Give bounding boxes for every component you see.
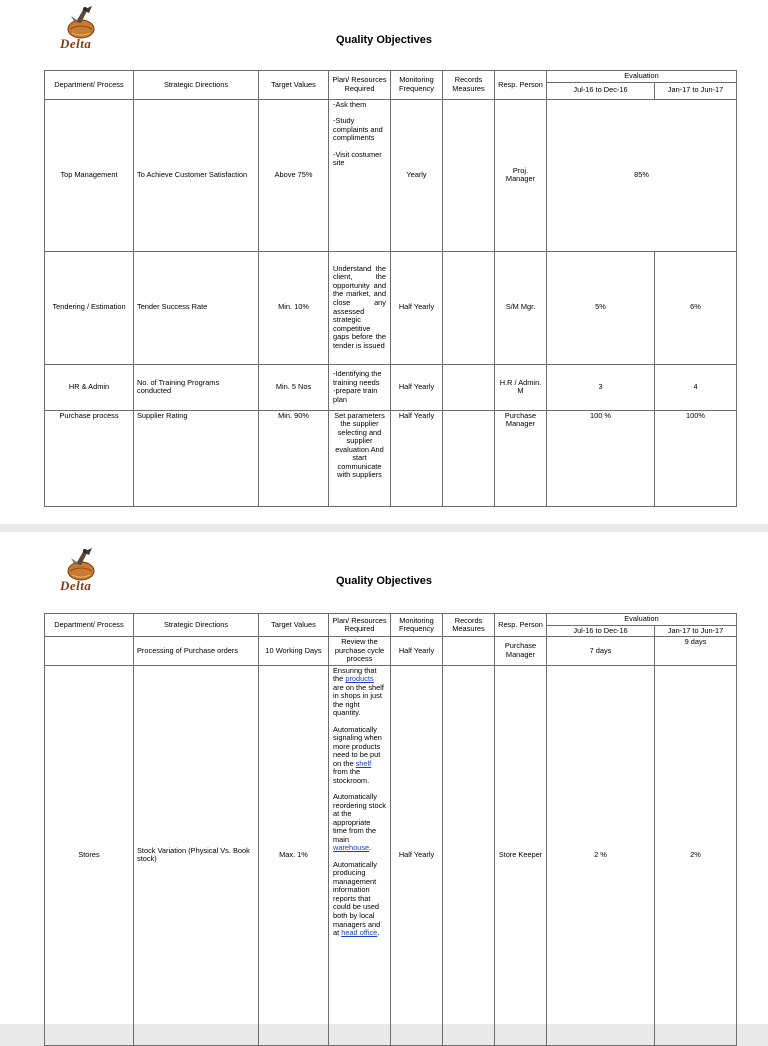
header-period-2: Jan-17 to Jun-17 xyxy=(655,82,737,99)
cell-records xyxy=(443,410,495,506)
table-row xyxy=(45,637,737,666)
header-strategic-directions: Strategic Directions xyxy=(134,614,259,637)
cell-eval-period-1: 7 days xyxy=(547,637,655,666)
header-monitoring-frequency: Monitoring Frequency xyxy=(391,614,443,637)
cell-plan: Set parameters the supplier selecting and supplier evaluation And start communicate with suppliers xyxy=(329,410,391,506)
cell-eval-period-1: 2 % xyxy=(547,665,655,1045)
table-row xyxy=(45,364,737,410)
plan-line: -Ask them xyxy=(333,99,367,109)
header-target-values: Target Values xyxy=(259,71,329,100)
cell-department: Purchase process xyxy=(45,410,134,506)
cell-resp: S/M Mgr. xyxy=(495,251,547,364)
cell-strategic: No. of Training Programs conducted xyxy=(134,364,259,410)
plan-line: -prepare train plan xyxy=(333,386,378,404)
cell-plan xyxy=(329,364,391,410)
cell-target: Above 75% xyxy=(259,99,329,251)
logo-text: Delta xyxy=(60,36,92,51)
header-plan-resources: Plan/ Resources Required xyxy=(329,71,391,100)
header-evaluation: Evaluation xyxy=(547,71,737,83)
plan-text: Automatically reordering stock at the appropriate time from the main xyxy=(333,792,386,844)
cell-target: 10 Working Days xyxy=(259,637,329,666)
cell-strategic: Tender Success Rate xyxy=(134,251,259,364)
plan-paragraph xyxy=(333,726,386,786)
cell-records xyxy=(443,665,495,1045)
cell-department: Tendering / Estimation xyxy=(45,251,134,364)
cell-resp: Proj. Manager xyxy=(495,99,547,251)
header-department: Department/ Process xyxy=(45,614,134,637)
cell-plan xyxy=(329,99,391,251)
cell-resp: Purchase Manager xyxy=(495,410,547,506)
header-period-1: Jul-16 to Dec-16 xyxy=(547,82,655,99)
header-target-values: Target Values xyxy=(259,614,329,637)
cell-monitoring: Yearly xyxy=(391,99,443,251)
table-row xyxy=(45,251,737,364)
cell-plan xyxy=(329,665,391,1045)
logo-text: Delta xyxy=(60,578,92,593)
header-plan-resources: Plan/ Resources Required xyxy=(329,614,391,637)
cell-eval-period-2: 9 days xyxy=(655,637,737,666)
cell-target: Min. 5 Nos xyxy=(259,364,329,410)
plan-text: are on the shelf in shops in just the right quantity. xyxy=(333,682,384,718)
plan-line: -Study complaints and compliments xyxy=(333,116,383,143)
cell-monitoring: Half Yearly xyxy=(391,251,443,364)
plan-text: . xyxy=(377,928,380,938)
cell-eval-period-2: 4 xyxy=(655,364,737,410)
cell-eval-period-2: 100% xyxy=(655,410,737,506)
cell-eval-period-1: 3 xyxy=(547,364,655,410)
table-row xyxy=(45,99,737,251)
document-page-2 xyxy=(0,532,768,1024)
plan-paragraph xyxy=(333,793,386,853)
cell-target: Min. 90% xyxy=(259,410,329,506)
cell-records xyxy=(443,99,495,251)
header-strategic-directions: Strategic Directions xyxy=(134,71,259,100)
page-title: Quality Objectives xyxy=(336,575,432,587)
plan-text: Automatically signaling when more products need to be put on the xyxy=(333,724,382,768)
cell-monitoring: Half Yearly xyxy=(391,364,443,410)
cell-department: Top Management xyxy=(45,99,134,251)
cell-resp: Store Keeper xyxy=(495,665,547,1045)
quality-objectives-table xyxy=(44,70,737,507)
cell-monitoring: Half Yearly xyxy=(391,637,443,666)
header-department: Department/ Process xyxy=(45,71,134,100)
cell-records xyxy=(443,637,495,666)
cell-monitoring: Half Yearly xyxy=(391,410,443,506)
plan-text: Ensuring that the xyxy=(333,665,377,684)
cell-department: HR & Admin xyxy=(45,364,134,410)
plan-text: from the stockroom. xyxy=(333,767,370,785)
header-period-2: Jan-17 to Jun-17 xyxy=(655,625,737,637)
cell-department xyxy=(45,637,134,666)
cell-resp: Purchase Manager xyxy=(495,637,547,666)
cell-resp: H.R / Admin. M xyxy=(495,364,547,410)
header-resp-person: Resp. Person xyxy=(495,71,547,100)
header-row xyxy=(45,614,737,626)
shelf-link[interactable]: shelf xyxy=(355,758,372,768)
cell-department: Stores xyxy=(45,665,134,1045)
cell-strategic: To Achieve Customer Satisfaction xyxy=(134,99,259,251)
table-row xyxy=(45,665,737,1045)
header-records-measures: Records Measures xyxy=(443,614,495,637)
cell-eval-period-1: 100 % xyxy=(547,410,655,506)
table-row xyxy=(45,410,737,506)
warehouse-link[interactable]: warehouse xyxy=(333,843,370,853)
company-logo xyxy=(56,4,106,56)
header-period-1: Jul-16 to Dec-16 xyxy=(547,625,655,637)
plan-text: Automatically producing management information reports that could be used both by local managers and at xyxy=(333,859,381,938)
cell-target: Min. 10% xyxy=(259,251,329,364)
header-records-measures: Records Measures xyxy=(443,71,495,100)
plan-paragraph xyxy=(333,861,386,938)
cell-eval-period-2: 6% xyxy=(655,251,737,364)
cell-strategic: Supplier Rating xyxy=(134,410,259,506)
products-link[interactable]: products xyxy=(345,674,374,684)
plan-line: -Identifying the training needs xyxy=(333,368,382,387)
plan-line: -Visit costumer site xyxy=(333,149,382,168)
plan-paragraph xyxy=(333,667,386,718)
header-row xyxy=(45,71,737,83)
cell-evaluation: 85% xyxy=(547,99,737,251)
cell-records xyxy=(443,364,495,410)
header-evaluation: Evaluation xyxy=(547,614,737,626)
quality-objectives-table xyxy=(44,613,737,1046)
cell-eval-period-2: 2% xyxy=(655,665,737,1045)
cell-strategic: Processing of Purchase orders xyxy=(134,637,259,666)
cell-plan: Review the purchase cycle process xyxy=(329,637,391,666)
cell-records xyxy=(443,251,495,364)
cell-target: Max. 1% xyxy=(259,665,329,1045)
cell-plan: Understand the client, the opportunity and the market, and close any assessed strategic competitive gaps before the tender is issued xyxy=(329,251,391,364)
plan-text: . xyxy=(369,843,372,853)
header-resp-person: Resp. Person xyxy=(495,614,547,637)
head-office-link[interactable]: head office xyxy=(341,928,378,938)
cell-eval-period-1: 5% xyxy=(547,251,655,364)
page-title: Quality Objectives xyxy=(336,34,432,46)
cell-strategic: Stock Variation (Physical Vs. Book stock) xyxy=(134,665,259,1045)
company-logo xyxy=(56,546,106,598)
header-monitoring-frequency: Monitoring Frequency xyxy=(391,71,443,100)
cell-monitoring: Half Yearly xyxy=(391,665,443,1045)
